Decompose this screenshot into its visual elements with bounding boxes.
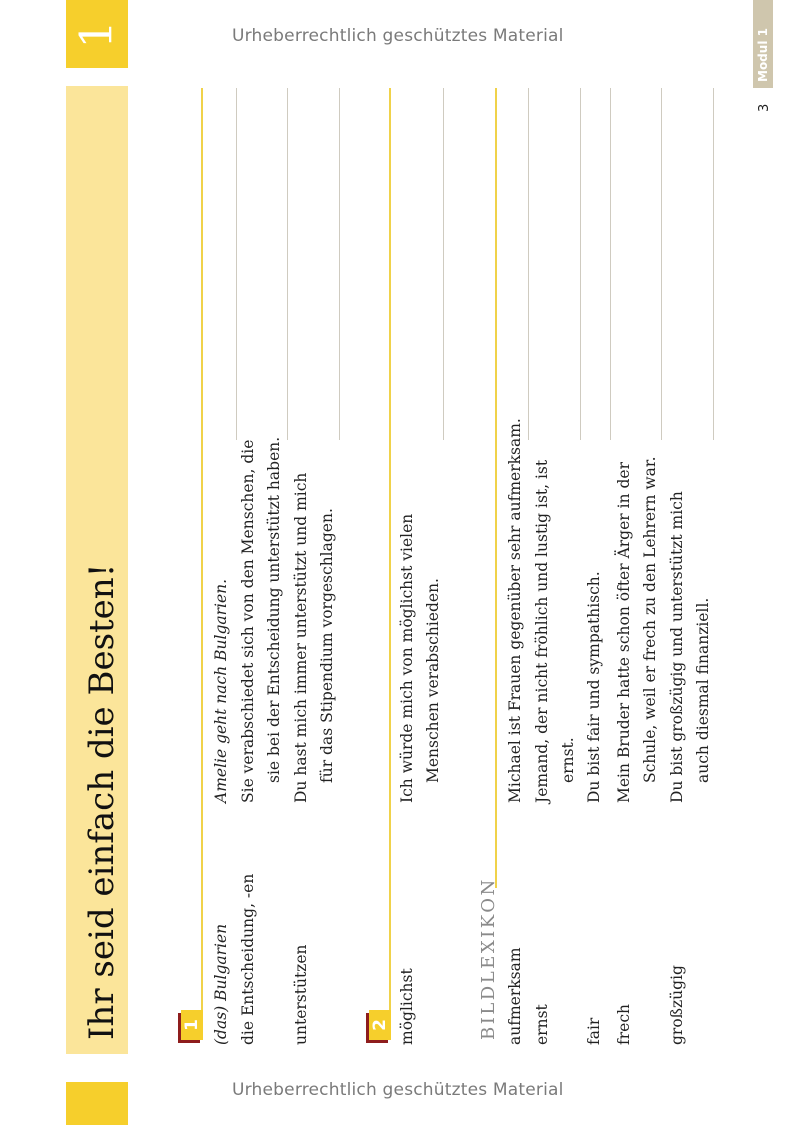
- write-line: [236, 88, 237, 440]
- example-sentence: Du bist fair und sympathisch.: [585, 571, 603, 803]
- example-sentence: Du bist großzügig und unterstützt mich: [668, 491, 686, 803]
- write-line: [610, 88, 611, 440]
- headword: frech: [615, 1004, 633, 1045]
- section-divider: [495, 88, 497, 888]
- chapter-number: 1: [71, 20, 123, 48]
- example-sentence: sie bei der Entscheidung unterstützt haben.: [265, 436, 283, 783]
- example-sentence: Jemand, der nicht fröhlich und lustig ist, ist: [533, 459, 551, 803]
- section-divider: [201, 88, 203, 1016]
- headword: die Entscheidung, -en: [239, 873, 257, 1045]
- example-sentence: Schule, weil er frech zu den Lehrern war.: [641, 456, 659, 783]
- example-sentence: Michael ist Frauen gegenüber sehr aufmerksam.: [506, 418, 524, 803]
- bildlexikon-label: BILDLEXIKON: [478, 877, 499, 1040]
- chapter-marker-bottom: [66, 1082, 128, 1125]
- write-line: [528, 88, 529, 440]
- page-title: Ihr seid einfach die Besten!: [82, 563, 122, 1040]
- headword: unterstützen: [292, 944, 310, 1045]
- section-number-badge: 1: [181, 1010, 203, 1040]
- watermark-top: Urheberrechtlich geschütztes Material: [232, 26, 564, 46]
- headword: ernst: [533, 1004, 551, 1045]
- example-sentence: Mein Bruder hatte schon öfter Ärger in der: [615, 462, 633, 803]
- section-divider: [389, 88, 391, 1016]
- example-sentence: Menschen verabschieden.: [424, 578, 442, 783]
- headword: fair: [585, 1017, 603, 1045]
- example-sentence: Ich würde mich von möglichst vielen: [398, 513, 416, 803]
- headword: möglichst: [398, 968, 416, 1045]
- example-sentence: Sie verabschiedet sich von den Menschen, die: [239, 439, 257, 803]
- headword: großzügig: [668, 965, 686, 1045]
- headword: aufmerksam: [506, 947, 524, 1045]
- example-sentence: ernst.: [559, 737, 577, 783]
- section-number-badge: 2: [369, 1010, 391, 1040]
- module-tab[interactable]: [753, 0, 773, 88]
- example-sentence: auch diesmal finanziell.: [694, 597, 712, 783]
- write-line: [287, 88, 288, 440]
- chapter-marker-top: [66, 0, 128, 68]
- page-number: 3: [757, 103, 772, 112]
- write-line: [713, 88, 714, 440]
- write-line: [339, 88, 340, 440]
- module-label: Modul 1: [756, 28, 770, 82]
- example-sentence: Du hast mich immer unterstützt und mich: [292, 472, 310, 803]
- example-sentence: für das Stipendium vorgeschlagen.: [318, 508, 336, 783]
- watermark-bottom: Urheberrechtlich geschütztes Material: [232, 1080, 564, 1100]
- write-line: [580, 88, 581, 440]
- write-line: [443, 88, 444, 440]
- example-sentence: Amelie geht nach Bulgarien.: [212, 578, 230, 803]
- write-line: [661, 88, 662, 440]
- headword: (das) Bulgarien: [212, 923, 230, 1045]
